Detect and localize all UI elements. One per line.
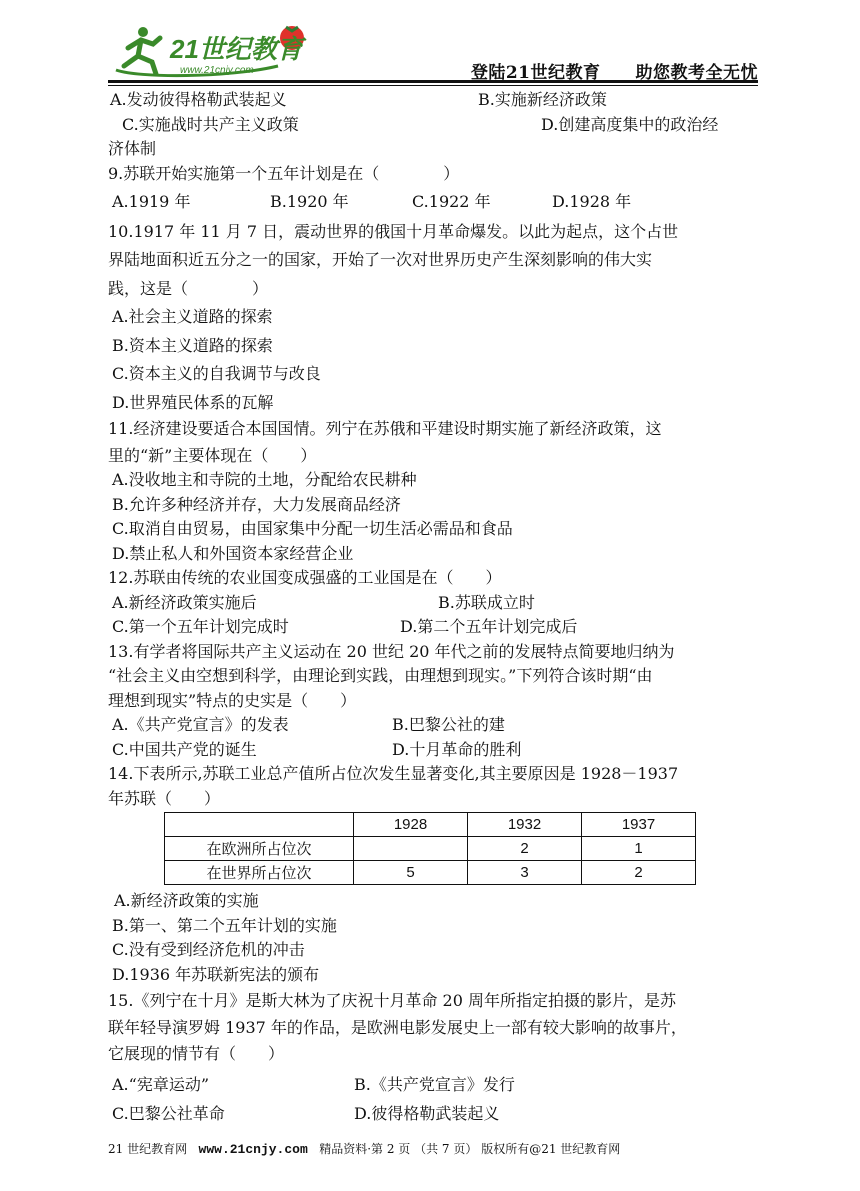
table-row (165, 861, 696, 885)
q10-stem-2 (108, 248, 758, 273)
q15-stem-1 (108, 989, 758, 1014)
q14-data-table (164, 812, 696, 885)
table-cell: 5 (354, 861, 468, 885)
table-header-cell: 1937 (582, 813, 696, 837)
q8-option-d-cont (108, 137, 758, 162)
q15-option-d: D.彼得格勒武装起义 (354, 1104, 500, 1123)
q13-stem-line: 理想到现实”特点的史实是（ ） (108, 690, 357, 710)
q10-option-c (108, 362, 758, 387)
q14-option-c (108, 938, 758, 963)
q13-option-c: C.中国共产党的诞生 (112, 739, 257, 759)
q14-option-b (108, 914, 758, 939)
q11-option-d-text: D.禁止私人和外国资本家经营企业 (112, 543, 354, 563)
footer-info: 精品资料·第 2 页 （共 7 页） 版权所有@21 世纪教育网 (319, 1142, 621, 1156)
q14-stem-1 (108, 762, 758, 787)
q9-options (108, 190, 758, 215)
q9-option-b: B.1920 年 (270, 192, 349, 211)
q9-stem (108, 162, 758, 187)
q8-option-d: D.创建高度集中的政治经 (541, 114, 719, 134)
header-slogan: 登陆21世纪教育 助您教考全无忧 (470, 63, 758, 83)
q9-stem-text: 9.苏联开始实施第一个五年计划是在（ ） (108, 163, 460, 183)
q8-option-c: C.实施战时共产主义政策 (122, 114, 299, 134)
q14-option-d-text: D.1936 年苏联新宪法的颁布 (112, 964, 320, 984)
q12-option-c: C.第一个五年计划完成时 (112, 617, 289, 636)
q14-option-a-text: A.新经济政策的实施 (114, 891, 259, 910)
q13-option-b: B.巴黎公社的建 (392, 715, 505, 734)
table-cell: 在欧洲所占位次 (165, 837, 354, 861)
q13-stem-line: “社会主义由空想到科学，由理论到实践，由理想到现实。”下列符合该时期“由 (108, 666, 653, 685)
q10-stem-3 (108, 277, 758, 302)
q11-option-c-text: C.取消自由贸易，由国家集中分配一切生活必需品和食品 (112, 519, 513, 538)
q10-option-a-text: A.社会主义道路的探索 (112, 307, 273, 326)
svg-text:21世纪教育: 21世纪教育 (170, 34, 303, 64)
header-divider-thin (108, 85, 758, 86)
q10-option-d (108, 391, 758, 416)
q10-option-a (108, 305, 758, 330)
q14-option-a (108, 889, 758, 914)
q11-option-b (108, 493, 758, 518)
q11-option-a-text: A.没收地主和寺院的土地，分配给农民耕种 (112, 470, 417, 489)
logo-icon (108, 18, 308, 80)
svg-text:www.21cnjy.com: www.21cnjy.com (180, 65, 254, 76)
table-cell: 在世界所占位次 (165, 861, 354, 885)
q12-stem-text: 12.苏联由传统的农业国变成强盛的工业国是在（ ） (108, 568, 502, 587)
q11-stem-line: 里的“新”主要体现在（ ） (108, 445, 317, 465)
table-row (165, 837, 696, 861)
q10-stem-line: 践，这是（ ） (108, 278, 269, 298)
q15-stem-line: 15.《列宁在十月》是斯大林为了庆祝十月革命 20 周年所指定拍摄的影片，是苏 (108, 991, 676, 1010)
q12-options-row1 (108, 591, 758, 616)
q9-option-d: D.1928 年 (552, 192, 632, 211)
q15-stem-line: 联年轻导演罗姆 1937 年的作品，是欧洲电影发展史上一部有较大影响的故事片， (108, 1017, 687, 1037)
table-cell (354, 837, 468, 861)
q13-options-row1 (108, 713, 758, 738)
q12-option-b: B.苏联成立时 (438, 592, 535, 612)
table-header-cell: 1928 (354, 813, 468, 837)
q15-options-row2 (108, 1102, 758, 1127)
q13-option-a: A.《共产党宣言》的发表 (112, 715, 289, 734)
q12-option-d: D.第二个五年计划完成后 (400, 617, 578, 636)
table-cell: 2 (582, 861, 696, 885)
q8-options-row1 (108, 88, 758, 113)
page-footer (108, 1140, 758, 1157)
q11-option-a (108, 468, 758, 493)
q9-option-a: A.1919 年 (112, 192, 191, 211)
q13-stem-1 (108, 640, 758, 665)
q14-stem-line: 14.下表所示,苏联工业总产值所占位次发生显著变化,其主要原因是 1928－1937 (108, 764, 679, 783)
q13-options-row2 (108, 738, 758, 763)
q9-option-c: C.1922 年 (412, 192, 491, 211)
q14-stem-line: 年苏联（ ） (108, 788, 221, 808)
q12-stem (108, 566, 758, 591)
footer-site: 21 世纪教育网 (108, 1142, 188, 1156)
q10-option-c-text: C.资本主义的自我调节与改良 (112, 364, 321, 383)
q11-option-c (108, 517, 758, 542)
q14-stem-2 (108, 787, 758, 812)
table-header-cell (165, 813, 354, 837)
q11-stem-2 (108, 444, 758, 469)
q15-stem-2 (108, 1016, 758, 1041)
table-cell: 1 (582, 837, 696, 861)
q15-option-b: B.《共产党宣言》发行 (354, 1074, 515, 1094)
question-list (108, 88, 758, 811)
q10-stem-line: 10.1917 年 11 月 7 日，震动世界的俄国十月革命爆发。以此为起点，这个占世 (108, 221, 679, 241)
table-cell: 2 (468, 837, 582, 861)
q14-option-d (108, 963, 758, 988)
q10-option-d-text: D.世界殖民体系的瓦解 (112, 392, 274, 412)
q8-option-b: B.实施新经济政策 (478, 90, 607, 109)
q8-option-a: A.发动彼得格勒武装起义 (110, 90, 287, 109)
table-header-cell: 1932 (468, 813, 582, 837)
header-divider (108, 80, 758, 83)
q11-option-d (108, 542, 758, 567)
q12-options-row2 (108, 615, 758, 640)
q11-option-b-text: B.允许多种经济并存，大力发展商品经济 (112, 494, 401, 514)
table-cell: 3 (468, 861, 582, 885)
page-header (108, 18, 758, 83)
q15-option-c: C.巴黎公社革命 (112, 1104, 225, 1123)
q8-options-row2 (108, 113, 758, 138)
q10-option-b-text: B.资本主义道路的探索 (112, 335, 273, 355)
q14-option-c-text: C.没有受到经济危机的冲击 (112, 940, 305, 959)
q10-stem-line: 界陆地面积近五分之一的国家，开始了一次对世界历史产生深刻影响的伟大实 (108, 250, 653, 269)
q14-option-b-text: B.第一、第二个五年计划的实施 (112, 915, 337, 935)
table-header-row (165, 813, 696, 837)
q12-option-a: A.新经济政策实施后 (112, 592, 257, 612)
q13-stem-2 (108, 664, 758, 689)
q8-option-d-text: 济体制 (108, 139, 157, 158)
q13-stem-3 (108, 689, 758, 714)
q11-stem-line: 11.经济建设要适合本国国情。列宁在苏俄和平建设时期实施了新经济政策，这 (108, 419, 662, 438)
q15-stem-line: 它展现的情节有（ ） (108, 1044, 285, 1063)
q13-stem-line: 13.有学者将国际共产主义运动在 20 世纪 20 年代之前的发展特点简要地归纳为 (108, 641, 675, 661)
question-list-continued (108, 889, 758, 1127)
q11-stem-1 (108, 417, 758, 442)
q10-stem-1 (108, 220, 758, 245)
q15-options-row1 (108, 1073, 758, 1098)
q13-option-d: D.十月革命的胜利 (392, 739, 522, 759)
footer-url: www.21cnjy.com (198, 1142, 308, 1157)
q15-option-a: A.“宪章运动” (112, 1074, 210, 1094)
q10-option-b (108, 334, 758, 359)
q15-stem-3 (108, 1042, 758, 1067)
